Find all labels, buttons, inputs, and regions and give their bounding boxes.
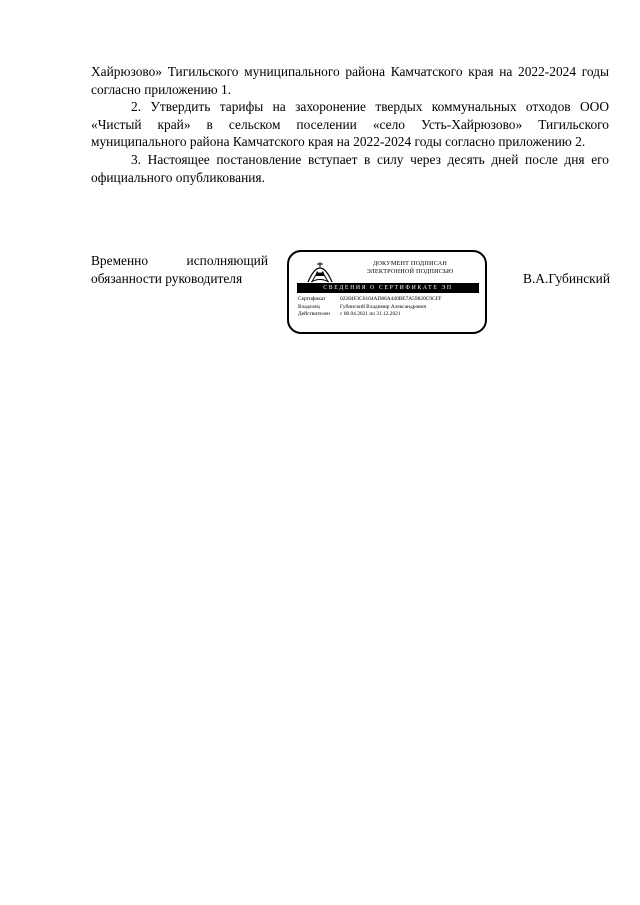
paragraph-1: Хайрюзово» Тигильского муниципального района Камчатского края на 2022-2024 годы согласно приложению 1.: [91, 64, 609, 97]
stamp-certificate-bar: СВЕДЕНИЯ О СЕРТИФИКАТЕ ЭП: [297, 283, 479, 293]
paragraph-3: 3. Настоящее постановление вступает в силу через десять дней после дня его официального опубликования.: [91, 151, 609, 185]
coat-of-arms-icon: [305, 258, 335, 284]
validity-value: с 08.04.2021 по 31.12.2021: [340, 311, 401, 318]
owner-label: Владелец: [298, 303, 320, 310]
electronic-signature-stamp: [287, 250, 487, 334]
owner-value: Губинский Владимир Александрович: [340, 303, 427, 310]
position-line-2: обязанности руководителя: [91, 271, 243, 286]
stamp-row-validity: [298, 311, 482, 319]
stamp-row-certificate: [298, 296, 482, 304]
body-text: [91, 63, 609, 186]
certificate-value: 02284F3C0104AD86A440BE7A59820C9CFF: [340, 296, 442, 302]
stamp-details: [298, 296, 482, 319]
signatory-position: [91, 252, 268, 288]
stamp-header: [339, 260, 481, 275]
position-line-1: Временно исполняющий: [91, 253, 268, 268]
paragraph-2: 2. Утвердить тарифы на захоронение твердых коммунальных отходов ООО «Чистый край» в сельском поселении «село Усть-Хайрюзово» Тигильского муниципального района Камчатского края на 2022-2024 годы согласно приложению 2.: [91, 99, 609, 150]
certificate-label: Сертификат: [298, 296, 326, 302]
stamp-header-line-1: ДОКУМЕНТ ПОДПИСАН: [372, 260, 448, 267]
signatory-name: В.А.Губинский: [523, 271, 610, 286]
stamp-header-line-2: ЭЛЕКТРОННОЙ ПОДПИСЬЮ: [366, 267, 454, 275]
validity-label: Действителен: [298, 311, 330, 318]
